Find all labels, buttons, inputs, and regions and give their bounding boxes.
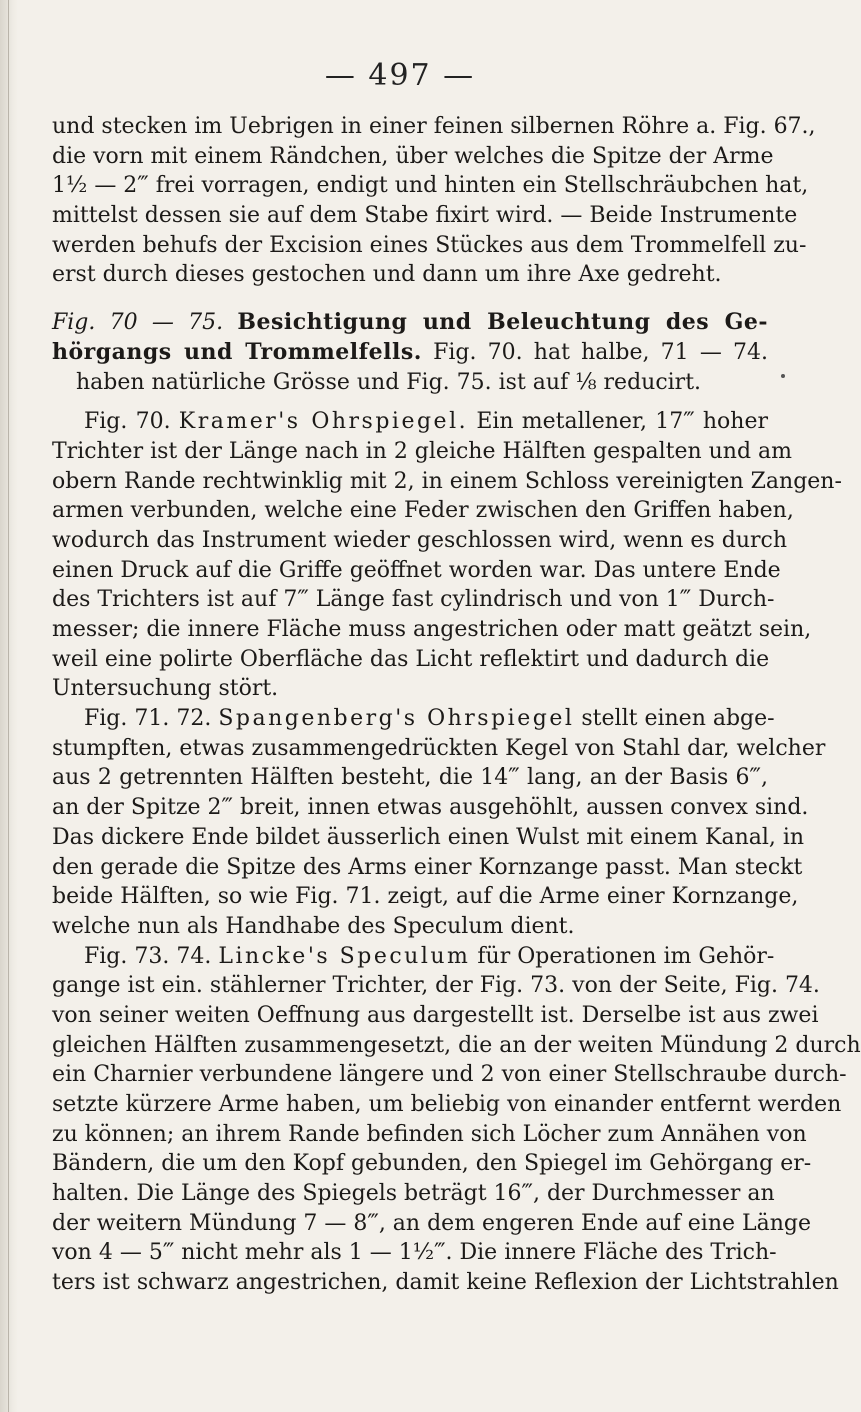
section-fig-label: Fig. 70 — 75. [52,310,224,336]
section-intro-line: haben natürliche Grösse und Fig. 75. ist auf ⅛ reducirt. [76,369,702,395]
instrument-name: Lincke's Speculum [218,943,471,969]
text-line: gange ist ein. stählerner Trichter, der Fig. 73. von der Seite, Fig. 74. [52,973,820,999]
section-heading-line [52,308,768,338]
text-line: weil eine polirte Oberfläche das Licht reflektirt und dadurch die [52,646,770,672]
section-title: Besichtigung und Beleuchtung des Ge- [237,309,768,336]
section-intro: Fig. 70. hat halbe, 71 — 74. [433,339,768,365]
text-line: setzte kürzere Arme haben, um beliebig von einander entfernt werden [52,1092,842,1117]
text-line: mittelst dessen sie auf dem Stabe fixirt wird. — Beide Instrumente [52,203,798,229]
text-line: wodurch das Instrument wieder geschlossen wird, wenn es durch [52,527,787,553]
text-line: aus 2 getrennten Hälften besteht, die 14‴ lang, an der Basis 6‴, [52,765,768,791]
section-title-continued: hörgangs und Trommelfells. [52,338,422,365]
section-gap [52,290,768,308]
paragraph-first-line [52,942,775,972]
text-line: gleichen Hälften zusammengesetzt, die an der weiten Mündung 2 durch [52,1032,861,1058]
page-number: — 497 — [324,58,476,93]
instrument-name: Spangenberg's Ohrspiegel [218,706,575,732]
instrument-name: Kramer's Ohrspiegel. [178,409,469,435]
text-line: und stecken im Uebrigen in einer feinen silbernen Röhre a. Fig. 67., [52,114,816,139]
margin-mark [781,374,785,378]
text-line: einen Druck auf die Griffe geöffnet worden war. Das untere Ende [52,557,781,583]
paragraph-text: für Operationen im Gehör- [477,943,775,969]
text-line: ters ist schwarz angestrichen, damit keine Reflexion der Lichtstrahlen [52,1270,839,1296]
text-line: halten. Die Länge des Spiegels beträgt 16‴, der Durchmesser an [52,1181,775,1207]
figure-reference: Fig. 73. 74. [84,943,212,969]
paragraph-first-line [52,407,768,437]
text-line: zu können; an ihrem Rande befinden sich Löcher zum Annähen von [52,1121,807,1147]
text-line: von seiner weiten Oeffnung aus dargestellt ist. Derselbe ist aus zwei [52,1002,819,1028]
text-line: Bändern, die um den Kopf gebunden, den Spiegel im Gehörgang er- [52,1151,812,1177]
text-line: Das dickere Ende bildet äusserlich einen Wulst mit einem Kanal, in [52,824,805,850]
text-line: erst durch dieses gestochen und dann um ihre Axe gedreht. [52,262,722,288]
text-line: messer; die innere Fläche muss angestrichen oder matt geätzt sein, [52,617,812,642]
text-line: Trichter ist der Länge nach in 2 gleiche Hälften gespalten und am [52,438,793,464]
figure-reference: Fig. 71. 72. [84,706,212,732]
paragraph-text: stellt einen abge- [581,706,775,732]
text-line: an der Spitze 2‴ breit, innen etwas ausgehöhlt, aussen convex sind. [52,795,809,821]
paragraph-gap [52,397,768,407]
text-line: stumpften, etwas zusammengedrückten Kegel von Stahl dar, welcher [52,735,826,761]
text-line: von 4 — 5‴ nicht mehr als 1 — 1½‴. Die innere Fläche des Trich- [52,1240,777,1266]
paragraph-first-line [52,704,775,734]
text-line: welche nun als Handhabe des Speculum dient. [52,913,575,939]
text-line: die vorn mit einem Rändchen, über welches die Spitze der Arme [52,143,774,169]
body-text [52,112,861,1298]
figure-reference: Fig. 70. [84,409,171,435]
text-line: obern Rande rechtwinklig mit 2, in einem Schloss vereinigten Zangen- [52,468,842,494]
text-line: armen verbunden, welche eine Feder zwischen den Griffen haben, [52,498,794,524]
section-heading-line [52,338,768,368]
text-line: 1½ — 2‴ frei vorragen, endigt und hinten ein Stellschräubchen hat, [52,173,809,199]
text-line: werden behufs der Excision eines Stückes aus dem Trommelfell zu- [52,232,807,258]
text-line: der weitern Mündung 7 — 8‴, an dem engeren Ende auf eine Länge [52,1210,812,1236]
text-line: ein Charnier verbundene längere und 2 von einer Stellschraube durch- [52,1062,847,1088]
text-line: den gerade die Spitze des Arms einer Kornzange passt. Man steckt [52,854,803,880]
page-edge-line [8,0,9,1412]
page-binding-shadow [0,0,18,1412]
text-line: des Trichters ist auf 7‴ Länge fast cylindrisch und von 1‴ Durch- [52,587,775,613]
text-line: Untersuchung stört. [52,676,279,702]
paragraph-text: Ein metallener, 17‴ hoher [476,409,768,435]
text-line: beide Hälften, so wie Fig. 71. zeigt, auf die Arme einer Kornzange, [52,884,799,910]
